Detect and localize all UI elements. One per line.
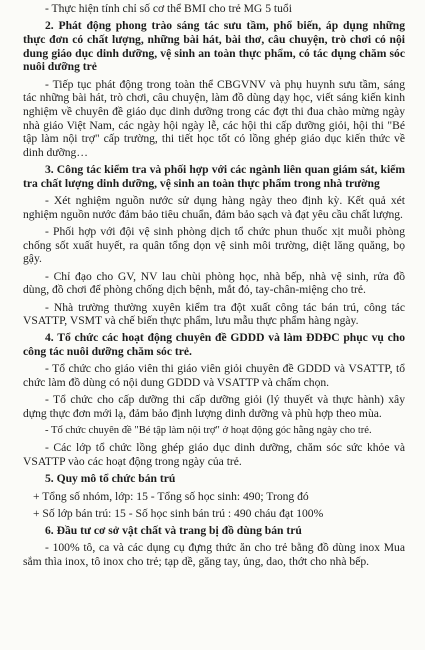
section-3-paragraph-3: - Chỉ đạo cho GV, NV lau chùi phòng học, nhà bếp, nhà vệ sinh, rửa đồ dùng, đồ chơi để phòng chống dịch bệnh, mắt đỏ, tay-chân-miệng cho trẻ. — [23, 269, 405, 297]
section-5-heading: 5. Quy mô tổ chức bán trú — [45, 472, 176, 486]
section-4-paragraph-2: - Tổ chức cho cấp dưỡng thi cấp dưỡng giỏi (lý thuyết và thực hành) xây dựng thực đơn mới lạ, đảm bảo định lượng dinh dưỡng và phù hợp theo mùa. — [23, 393, 405, 420]
section-3-heading: 3. Công tác kiểm tra và phối hợp với các ngành liên quan giám sát, kiểm tra chất lượng dinh dưỡng, vệ sinh an toàn thực phẩm trong nhà trường — [23, 163, 405, 190]
section-2-heading: 2. Phát động phong trào sáng tác sưu tầm, phổ biến, áp dụng những thực đơn có chất lượng, những bài hát, bài thơ, câu chuyện, trò chơi có nội dung giáo dục dinh dưỡng, vệ sinh an toàn thực phẩm, có tác dụng chăm sóc nuôi dưỡng trẻ — [23, 19, 405, 74]
section-3-paragraph-1: - Xét nghiệm nguồn nước sử dụng hàng ngày theo định kỳ. Kết quả xét nghiệm nguồn nước đảm bảo tiêu chuẩn, đảm bảo sạch và đạt yêu cầu chất lượng. — [23, 194, 405, 221]
section-3-paragraph-2: - Phối hợp với đội vệ sinh phòng dịch tổ chức phun thuốc xịt muỗi phòng chống sốt xuất huyết, ra quân tổng dọn vệ sinh môi trường, diệt lăng quăng, bọ gậy. — [23, 225, 405, 266]
section-4-paragraph-1: - Tổ chức cho giáo viên thi giáo viên giỏi chuyên đề GDDD và VSATTP, tổ chức làm đồ dùng có nội dung GDDD và VSATTP và chấm chọn. — [23, 362, 405, 390]
bmi-line: - Thực hiện tính chỉ số cơ thể BMI cho trẻ MG 5 tuổi — [45, 2, 292, 15]
section-4-paragraph-4: - Các lớp tổ chức lồng ghép giáo dục dinh dưỡng, chăm sóc sức khỏe và VSATTP vào các hoạt động trong ngày của trẻ. — [23, 441, 405, 469]
section-5-line-1: + Tổng số nhóm, lớp: 15 - Tổng số học sinh: 490; Trong đó — [33, 489, 309, 503]
section-4-heading: 4. Tổ chức các hoạt động chuyên đề GDDD và làm ĐDĐC phục vụ cho công tác nuôi dưỡng chăm sóc trẻ. — [23, 331, 405, 359]
section-2-paragraph-1: - Tiếp tục phát động trong toàn thể CBGVNV và phụ huynh sưu tầm, sáng tác những bài hát, trò chơi, câu chuyện, làm đồ dùng dạy học, viết sáng kiến kinh nghiệm về chuyên đề giáo dục dinh dưỡng trong các đợt thi đua chào mừng ngày nhà giáo Việt Nam, các ngày hội ngày lễ, các hội thi cấp dưỡng giỏi, hội thi "Bé tập làm nội trợ" cấp trường, thi tiết học tốt có lồng ghép giáo dục kiến thức về dinh dưỡng… — [23, 77, 405, 160]
section-5-line-2: + Số lớp bán trú: 15 - Số học sinh bán trú : 490 cháu đạt 100% — [33, 506, 324, 520]
section-6-paragraph-1: - 100% tô, ca và các dụng cụ đựng thức ăn cho trẻ bằng đồ dùng inox Mua sắm thìa inox, tô inox cho trẻ; tạp dề, găng tay, ủng, dao, thớt cho nhà bếp. — [23, 541, 405, 568]
section-6-heading: 6. Đầu tư cơ sở vật chất và trang bị đồ dùng bán trú — [45, 523, 302, 537]
section-3-paragraph-4: - Nhà trường thường xuyên kiểm tra đột xuất công tác bán trú, công tác VSATTP, VSMT và chế biến thực phẩm, lưu mẫu thực phẩm hàng ngày. — [23, 300, 405, 328]
section-4-paragraph-3: - Tổ chức chuyên đề "Bé tập làm nội trợ" ở hoạt động góc hằng ngày cho trẻ. — [45, 425, 372, 437]
